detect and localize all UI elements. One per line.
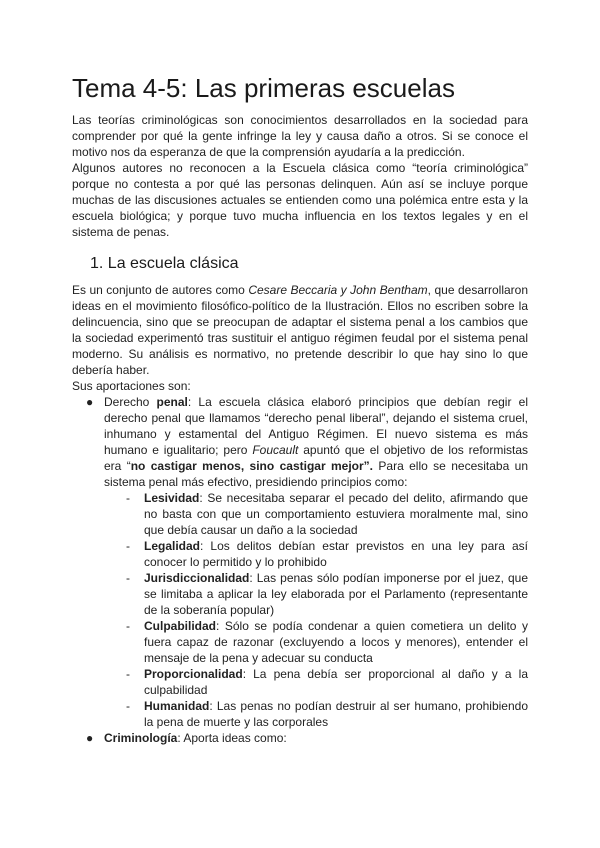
authors-emphasis: Cesare Beccaria y John Bentham — [248, 283, 428, 297]
bullet-icon: ● — [86, 731, 94, 745]
list-item: - Lesividad: Se necesitaba separar el pecado del delito, afirmando que no basta con que un comportamiento estuviera moralmente mal, sino que debía causar un daño a la sociedad — [126, 491, 528, 537]
intro-paragraph-2: Algunos autores no reconocen a la Escuela clásica como “teoría criminológica” porque no contesta a por qué las personas delinquen. Aún así se incluye porque muchas de las discusiones actuales se entienden como una polémica entre esta y la escuela biológica; y porque tuvo mucha influencia en los textos legales y en el sistema de penas. — [72, 161, 528, 239]
aportaciones-label: Sus aportaciones son: — [72, 379, 191, 393]
list-item: - Proporcionalidad: La pena debía ser proporcional al daño y a la culpabilidad — [126, 667, 528, 697]
dash-icon: - — [126, 539, 130, 553]
list-item: - Culpabilidad: Sólo se podía condenar a quien cometiera un delito y fuera capaz de razonar (excluyendo a locos y menores), entender el mensaje de la pena y adecuar su conducta — [126, 619, 528, 665]
intro-paragraph-1: Las teorías criminológicas son conocimientos desarrollados en la sociedad para comprender por qué la gente infringe la ley y causa daño a otros. Si se conoce el motivo nos da esperanza de que la comprensión ayudaría a la predicción. — [72, 113, 528, 159]
bullet-icon: ● — [86, 395, 94, 409]
section-paragraph: Es un conjunto de autores como Cesare Beccaria y John Bentham, que desarrollaron ideas en el movimiento filosófico-político de la Ilustración. Ellos no escriben sobre la delincuencia, sino que se preocupan de adaptar el sistema penal a los cambios que la sociedad experimentó tras sustituir el antiguo régimen feudal por el sistema penal moderno. Su análisis es normativo, no pretende describir lo que hay sino lo que debería haber. — [72, 283, 529, 377]
dash-icon: - — [126, 571, 130, 585]
dash-icon: - — [126, 699, 130, 713]
dash-icon: - — [126, 667, 130, 681]
section-heading: 1. La escuela clásica — [90, 255, 239, 272]
list-item: - Legalidad: Los delitos debían estar previstos en una ley para así conocer lo permitido y lo prohibido — [126, 539, 528, 569]
page-title: Tema 4-5: Las primeras escuelas — [72, 73, 455, 103]
list-item: - Humanidad: Las penas no podían destruir al ser humano, prohibiendo la pena de muerte y las corporales — [126, 699, 528, 729]
document-page — [72, 72, 528, 746]
list-item-derecho-penal: ● Derecho penal: La escuela clásica elaboró principios que debían regir el derecho penal que llamamos “derecho penal liberal”, dejando el sistema cruel, inhumano y estamental del Antiguo Régimen. El nuevo sistema es más humano e igualitario; pero Foucault apuntó que el objetivo de los reformistas era “no castigar menos, sino castigar mejor”. Para ello se necesitaba un sistema penal más efectivo, presidiendo principios como: - Lesividad: Se necesitaba separar el pecado del delito, afirmando que no basta con que un comportamiento estuviera moralmente mal, sino que debía causar un daño a la sociedad - Legalidad: Los delitos debían estar previstos en una ley para así conocer lo permitido y lo prohibido - Jurisdiccionalidad: Las penas sólo podían imponerse por el juez, que se limitaba a aplicar la ley elaborada por el Parlamento (representante de la soberanía popular) - Culpabilidad: Sólo se podía condenar a quien cometiera un delito y fuera capaz de razonar (excluyendo a locos y menores), entender el mensaje de la pena y adecuar su conducta - Proporcionalidad: La pena debía ser proporcional al daño y a la culpabilidad - Humanidad: Las penas no podían destruir al ser humano, prohibiendo la pena de muerte y las corporales — [86, 395, 529, 729]
dash-icon: - — [126, 619, 130, 633]
list-item: - Jurisdiccionalidad: Las penas sólo podían imponerse por el juez, que se limitaba a aplicar la ley elaborada por el Parlamento (representante de la soberanía popular) — [126, 571, 528, 617]
list-item-criminologia: ● Criminología: Aporta ideas como: — [86, 731, 287, 745]
dash-icon: - — [126, 491, 130, 505]
principles-list — [104, 490, 528, 730]
aportaciones-list — [72, 394, 528, 746]
